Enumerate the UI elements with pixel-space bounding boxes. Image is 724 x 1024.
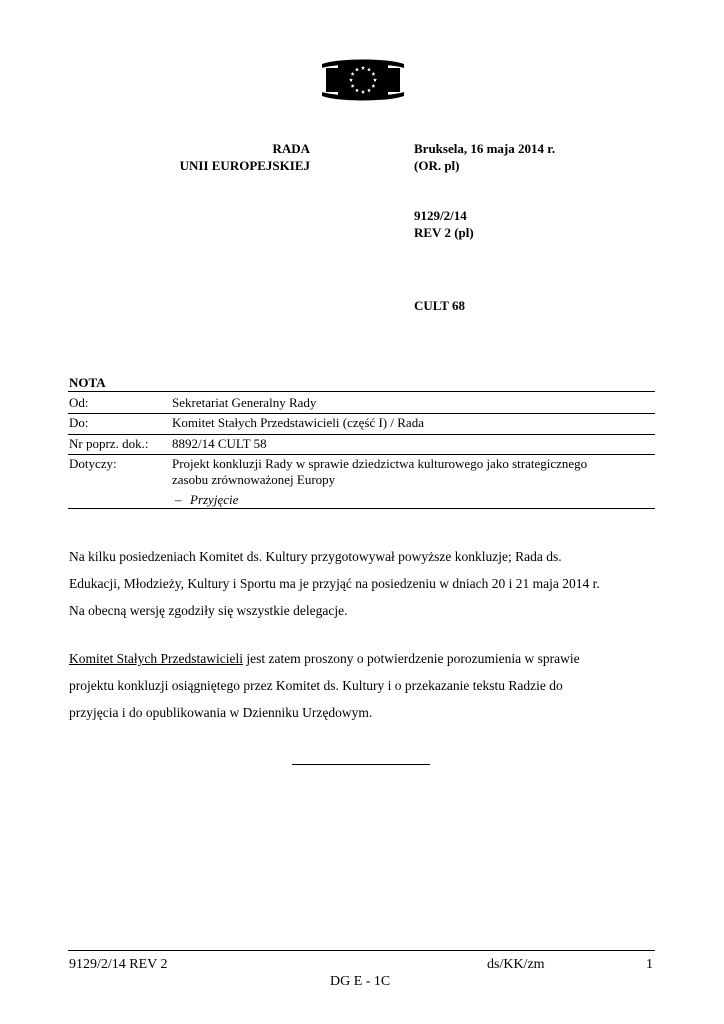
eu-council-emblem <box>318 56 408 104</box>
paragraph-line <box>69 645 669 672</box>
issuer-line2: UNII EUROPEJSKIEJ <box>179 158 310 173</box>
footer-dg: DG E - 1C <box>330 974 391 989</box>
nota-prev-doc-label: Nr poprz. dok.: <box>69 436 149 451</box>
nota-divider <box>68 508 655 509</box>
issuer-line1: RADA <box>272 141 310 156</box>
paragraph-text: jest zatem proszony o potwierdzenie porozumienia w sprawie <box>242 651 580 666</box>
nota-prev-doc-value: 8892/14 CULT 58 <box>172 436 267 451</box>
nota-title: NOTA <box>69 375 106 390</box>
body-paragraph-2 <box>69 645 669 726</box>
footer-divider <box>68 950 655 951</box>
document-code: CULT 68 <box>414 298 465 313</box>
original-language: (OR. pl) <box>414 158 460 173</box>
nota-subject-line1: Projekt konkluzji Rady w sprawie dziedzictwa kulturowego jako strategicznego <box>172 456 588 471</box>
nota-divider <box>68 391 655 392</box>
paragraph-line: Edukacji, Młodzieży, Kultury i Sportu ma je przyjąć na posiedzeniu w dniach 20 i 21 maja 2014 r. <box>69 576 600 591</box>
committee-name: Komitet Stałych Przedstawicieli <box>69 651 243 666</box>
footer-initials: ds/KK/zm <box>487 957 545 972</box>
paragraph-line: Na kilku posiedzeniach Komitet ds. Kultury przygotowywał powyższe konkluzje; Rada ds. <box>69 549 562 564</box>
paragraph-line: projektu konkluzji osiągniętego przez Komitet ds. Kultury i o przekazanie tekstu Radzie do <box>69 678 563 693</box>
body-paragraph-1 <box>69 543 669 624</box>
nota-from-label: Od: <box>69 395 89 410</box>
footer-doc-ref: 9129/2/14 REV 2 <box>69 957 168 972</box>
revision-number: REV 2 (pl) <box>414 225 474 240</box>
document-number: 9129/2/14 <box>414 208 467 223</box>
nota-divider <box>68 454 655 455</box>
nota-from-value: Sekretariat Generalny Rady <box>172 395 317 410</box>
nota-subject-item: Przyjęcie <box>190 492 239 507</box>
nota-subject-line2: zasobu zrównoważonej Europy <box>172 472 336 487</box>
place-date: Bruksela, 16 maja 2014 r. <box>414 141 556 156</box>
footer-page-number: 1 <box>646 957 653 972</box>
nota-to-value: Komitet Stałych Przedstawicieli (część I) / Rada <box>172 415 424 430</box>
nota-subject-label: Dotyczy: <box>69 456 117 471</box>
nota-to-label: Do: <box>69 415 89 430</box>
paragraph-line: Na obecną wersję zgodziły się wszystkie delegacje. <box>69 603 348 618</box>
end-separator <box>292 764 430 765</box>
nota-divider <box>68 434 655 435</box>
nota-divider <box>68 413 655 414</box>
paragraph-line: przyjęcia i do opublikowania w Dzienniku Urzędowym. <box>69 705 373 720</box>
nota-subject-dash: – <box>175 492 182 507</box>
eu-emblem-icon <box>318 56 408 104</box>
